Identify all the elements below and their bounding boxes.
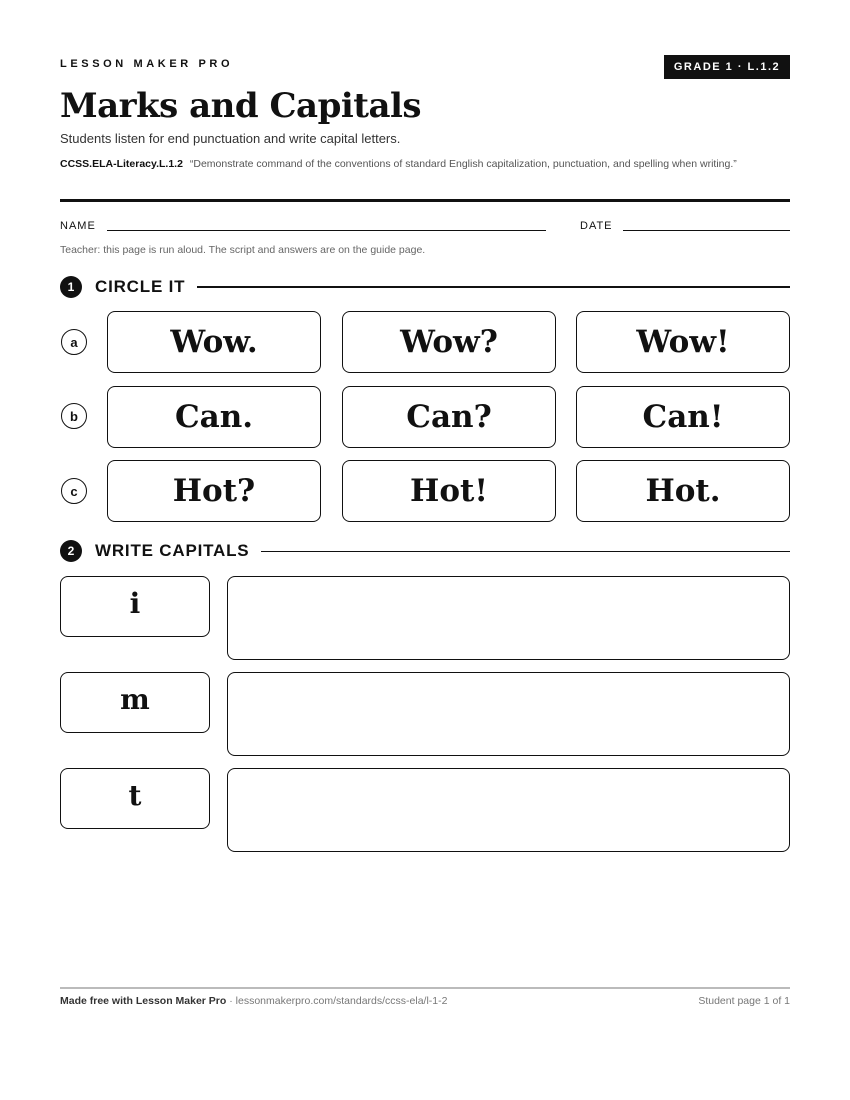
write-answer-box[interactable]: [227, 768, 790, 852]
section-title: CIRCLE IT: [95, 277, 186, 296]
standard-text: “Demonstrate command of the conventions of standard English capitalization, punctuation, and spelling when writing.”: [189, 158, 737, 170]
page-title: Marks and Capitals: [60, 86, 422, 126]
choice-box[interactable]: Hot!: [342, 460, 556, 522]
choice-box[interactable]: Hot.: [576, 460, 790, 522]
row-letter-b: b: [61, 403, 87, 429]
teacher-note: Teacher: this page is run aloud. The script and answers are on the guide page.: [60, 244, 426, 256]
grade-badge: GRADE 1 · L.1.2: [664, 55, 790, 79]
section-circle-it-header: [60, 276, 790, 298]
write-answer-box[interactable]: [227, 576, 790, 660]
standard-code: CCSS.ELA-Literacy.L.1.2: [60, 158, 183, 170]
standard-description: [60, 156, 790, 172]
header-divider: [60, 199, 790, 202]
section-rule: [197, 286, 790, 288]
row-letter-a: a: [61, 329, 87, 355]
choice-box[interactable]: Can.: [107, 386, 321, 448]
choice-box[interactable]: Hot?: [107, 460, 321, 522]
brand-name: LESSON MAKER PRO: [60, 58, 234, 70]
choice-box[interactable]: Can!: [576, 386, 790, 448]
footer-url[interactable]: · lessonmakerpro.com/standards/ccss-ela/l-1-2: [226, 995, 448, 1007]
date-label: DATE: [580, 220, 613, 232]
section-write-capitals-header: [60, 540, 790, 562]
footer-divider: [60, 987, 790, 989]
section-number-badge: 2: [60, 540, 82, 562]
letter-prompt-box: i: [60, 576, 210, 637]
footer-credit: [60, 995, 447, 1007]
letter-prompt-box: t: [60, 768, 210, 829]
choice-box[interactable]: Wow!: [576, 311, 790, 373]
write-answer-box[interactable]: [227, 672, 790, 756]
name-label: NAME: [60, 220, 96, 232]
choice-box[interactable]: Wow?: [342, 311, 556, 373]
choice-box[interactable]: Wow.: [107, 311, 321, 373]
section-number-badge: 1: [60, 276, 82, 298]
section-rule: [261, 551, 790, 552]
footer-made-with: Made free with Lesson Maker Pro: [60, 995, 227, 1007]
row-letter-c: c: [61, 478, 87, 504]
letter-prompt-box: m: [60, 672, 210, 733]
footer-page-number: Student page 1 of 1: [698, 995, 790, 1007]
page-subtitle: Students listen for end punctuation and write capital letters.: [60, 131, 401, 146]
date-field-line[interactable]: [623, 230, 790, 231]
name-field-line[interactable]: [107, 230, 546, 231]
choice-box[interactable]: Can?: [342, 386, 556, 448]
section-title: WRITE CAPITALS: [95, 541, 250, 560]
